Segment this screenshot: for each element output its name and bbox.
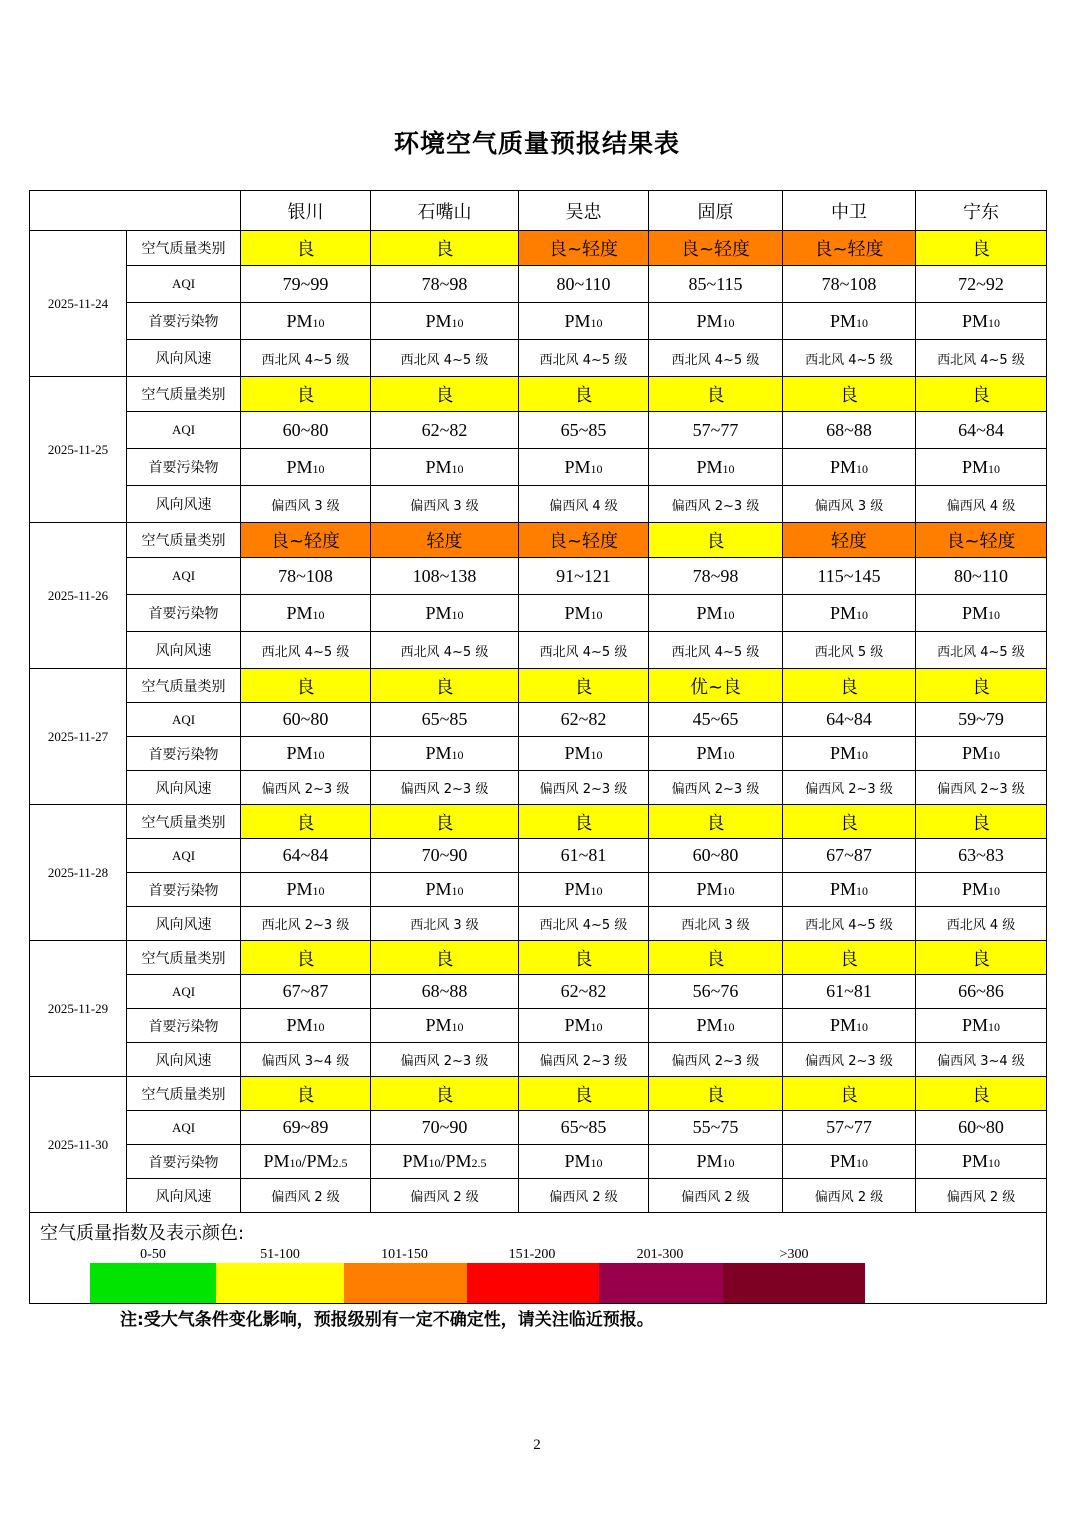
category-cell: 良~轻度 [241, 523, 371, 558]
category-cell: 良 [241, 941, 371, 975]
row-label-category: 空气质量类别 [127, 941, 241, 975]
aqi-cell: 65~85 [371, 703, 519, 737]
pollutant-cell: PM10 [519, 1145, 649, 1179]
category-cell: 良~轻度 [916, 523, 1047, 558]
wind-cell: 偏西风 2~3 级 [649, 1043, 783, 1077]
pollutant-cell: PM10 [916, 873, 1047, 907]
city-header: 石嘴山 [371, 191, 519, 231]
table-row-aqi [30, 975, 1047, 1009]
aqi-color-legend [30, 1213, 1047, 1304]
category-cell: 良 [371, 941, 519, 975]
wind-cell: 偏西风 2 级 [783, 1179, 916, 1213]
wind-cell: 西北风 4 级 [916, 907, 1047, 941]
category-cell: 良 [916, 377, 1047, 412]
category-cell: 轻度 [371, 523, 519, 558]
date-cell: 2025-11-27 [30, 669, 127, 805]
legend-row [30, 1213, 1047, 1304]
table-row-wind [30, 632, 1047, 669]
header-row [30, 191, 1047, 231]
row-label-wind: 风向风速 [127, 907, 241, 941]
pollutant-cell: PM10 [783, 449, 916, 486]
wind-cell: 偏西风 3 级 [371, 486, 519, 523]
row-label-aqi: AQI [127, 412, 241, 449]
aqi-cell: 72~92 [916, 266, 1047, 303]
table-row-aqi [30, 412, 1047, 449]
wind-cell: 偏西风 2~3 级 [916, 771, 1047, 805]
legend-range-label: >300 [779, 1247, 809, 1262]
pollutant-cell: PM10 [916, 1145, 1047, 1179]
table-row-wind [30, 486, 1047, 523]
wind-cell: 偏西风 2~3 级 [783, 771, 916, 805]
category-cell: 良 [783, 805, 916, 839]
aqi-cell: 61~81 [519, 839, 649, 873]
table-row-aqi [30, 839, 1047, 873]
wind-cell: 偏西风 4 级 [519, 486, 649, 523]
aqi-cell: 62~82 [519, 703, 649, 737]
wind-cell: 偏西风 2~3 级 [519, 1043, 649, 1077]
wind-cell: 偏西风 3~4 级 [241, 1043, 371, 1077]
pollutant-cell: PM10 [783, 1009, 916, 1043]
wind-cell: 偏西风 2 级 [649, 1179, 783, 1213]
row-label-category: 空气质量类别 [127, 1077, 241, 1111]
aqi-cell: 64~84 [783, 703, 916, 737]
aqi-cell: 65~85 [519, 1111, 649, 1145]
wind-cell: 西北风 2~3 级 [241, 907, 371, 941]
forecast-table [29, 190, 1047, 1304]
table-row-aqi [30, 1111, 1047, 1145]
category-cell: 良 [241, 669, 371, 703]
legend-range-label: 201-300 [636, 1247, 684, 1262]
aqi-cell: 67~87 [241, 975, 371, 1009]
table-row-wind [30, 771, 1047, 805]
category-cell: 良 [371, 231, 519, 266]
wind-cell: 偏西风 4 级 [916, 486, 1047, 523]
aqi-cell: 91~121 [519, 558, 649, 595]
category-cell: 良 [916, 941, 1047, 975]
row-label-pollutant: 首要污染物 [127, 449, 241, 486]
pollutant-cell: PM10 [371, 737, 519, 771]
aqi-cell: 79~99 [241, 266, 371, 303]
pollutant-cell: PM10 [519, 737, 649, 771]
legend-color-swatch [467, 1263, 599, 1303]
city-header: 银川 [241, 191, 371, 231]
category-cell: 良 [649, 1077, 783, 1111]
row-label-pollutant: 首要污染物 [127, 873, 241, 907]
table-row-pollutant [30, 873, 1047, 907]
row-label-pollutant: 首要污染物 [127, 595, 241, 632]
wind-cell: 西北风 4~5 级 [519, 340, 649, 377]
wind-cell: 西北风 4~5 级 [649, 340, 783, 377]
legend-color-swatch [90, 1263, 216, 1303]
table-row-category [30, 1077, 1047, 1111]
category-cell: 良 [916, 1077, 1047, 1111]
table-row-pollutant [30, 737, 1047, 771]
pollutant-cell: PM10 [519, 595, 649, 632]
aqi-cell: 57~77 [649, 412, 783, 449]
table-row-category [30, 941, 1047, 975]
table-row-wind [30, 1043, 1047, 1077]
pollutant-cell: PM10 [241, 873, 371, 907]
wind-cell: 西北风 4~5 级 [371, 340, 519, 377]
aqi-cell: 55~75 [649, 1111, 783, 1145]
category-cell: 良 [916, 669, 1047, 703]
category-cell: 良 [241, 231, 371, 266]
table-row-wind [30, 907, 1047, 941]
category-cell: 良 [649, 377, 783, 412]
aqi-cell: 78~108 [241, 558, 371, 595]
category-cell: 良 [649, 941, 783, 975]
row-label-aqi: AQI [127, 1111, 241, 1145]
pollutant-cell: PM10 [783, 1145, 916, 1179]
category-cell: 良~轻度 [649, 231, 783, 266]
wind-cell: 西北风 4~5 级 [241, 340, 371, 377]
pollutant-cell: PM10 [916, 1009, 1047, 1043]
category-cell: 良 [519, 669, 649, 703]
page-title: 环境空气质量预报结果表 [393, 129, 680, 158]
wind-cell: 西北风 4~5 级 [916, 632, 1047, 669]
wind-cell: 偏西风 2~3 级 [519, 771, 649, 805]
legend-color-swatch [599, 1263, 723, 1303]
category-cell: 良 [241, 377, 371, 412]
aqi-cell: 60~80 [241, 703, 371, 737]
wind-cell: 偏西风 2~3 级 [371, 771, 519, 805]
pollutant-cell: PM10 [916, 595, 1047, 632]
aqi-cell: 66~86 [916, 975, 1047, 1009]
wind-cell: 偏西风 2~3 级 [649, 771, 783, 805]
pollutant-cell: PM10 [783, 303, 916, 340]
table-row-wind [30, 340, 1047, 377]
category-cell: 良 [519, 377, 649, 412]
aqi-cell: 63~83 [916, 839, 1047, 873]
city-header: 固原 [649, 191, 783, 231]
aqi-cell: 69~89 [241, 1111, 371, 1145]
pollutant-cell: PM10 [649, 873, 783, 907]
aqi-cell: 78~108 [783, 266, 916, 303]
row-label-pollutant: 首要污染物 [127, 303, 241, 340]
pollutant-cell: PM10 [371, 303, 519, 340]
pollutant-cell: PM10 [916, 303, 1047, 340]
table-row-aqi [30, 703, 1047, 737]
wind-cell: 西北风 4~5 级 [783, 340, 916, 377]
pollutant-cell: PM10 [783, 595, 916, 632]
pollutant-cell: PM10 [371, 873, 519, 907]
row-label-wind: 风向风速 [127, 771, 241, 805]
row-label-category: 空气质量类别 [127, 523, 241, 558]
row-label-wind: 风向风速 [127, 340, 241, 377]
row-label-category: 空气质量类别 [127, 377, 241, 412]
date-cell: 2025-11-24 [30, 231, 127, 377]
table-row-pollutant [30, 303, 1047, 340]
pollutant-cell: PM10 [649, 595, 783, 632]
category-cell: 良 [783, 669, 916, 703]
table-row-aqi [30, 558, 1047, 595]
wind-cell: 西北风 4~5 级 [649, 632, 783, 669]
date-cell: 2025-11-25 [30, 377, 127, 523]
aqi-cell: 45~65 [649, 703, 783, 737]
pollutant-cell: PM10 [783, 737, 916, 771]
category-cell: 良 [649, 805, 783, 839]
wind-cell: 偏西风 3~4 级 [916, 1043, 1047, 1077]
pollutant-cell: PM10 [649, 1145, 783, 1179]
wind-cell: 偏西风 3 级 [241, 486, 371, 523]
wind-cell: 偏西风 2~3 级 [783, 1043, 916, 1077]
aqi-cell: 85~115 [649, 266, 783, 303]
aqi-cell: 57~77 [783, 1111, 916, 1145]
table-row-category [30, 231, 1047, 266]
aqi-cell: 60~80 [916, 1111, 1047, 1145]
category-cell: 良 [649, 523, 783, 558]
table-row-pollutant [30, 1145, 1047, 1179]
aqi-cell: 62~82 [519, 975, 649, 1009]
pollutant-cell: PM10 [519, 873, 649, 907]
row-label-wind: 风向风速 [127, 1043, 241, 1077]
wind-cell: 西北风 4~5 级 [916, 340, 1047, 377]
row-label-category: 空气质量类别 [127, 805, 241, 839]
pollutant-cell: PM10 [649, 449, 783, 486]
aqi-cell: 70~90 [371, 1111, 519, 1145]
pollutant-cell: PM10 [783, 873, 916, 907]
wind-cell: 西北风 4~5 级 [519, 907, 649, 941]
wind-cell: 西北风 4~5 级 [371, 632, 519, 669]
category-cell: 良 [783, 941, 916, 975]
wind-cell: 西北风 3 级 [649, 907, 783, 941]
row-label-wind: 风向风速 [127, 486, 241, 523]
legend-color-swatch [216, 1263, 344, 1303]
table-row-category [30, 669, 1047, 703]
row-label-pollutant: 首要污染物 [127, 1145, 241, 1179]
legend-range-label: 101-150 [381, 1247, 428, 1262]
category-cell: 良 [371, 1077, 519, 1111]
pollutant-cell: PM10 [916, 737, 1047, 771]
legend-range-label: 0-50 [140, 1247, 166, 1262]
category-cell: 良 [916, 805, 1047, 839]
category-cell: 良 [371, 377, 519, 412]
date-cell: 2025-11-29 [30, 941, 127, 1077]
city-header: 中卫 [783, 191, 916, 231]
wind-cell: 偏西风 2 级 [241, 1179, 371, 1213]
pollutant-cell: PM10 [649, 737, 783, 771]
pollutant-cell: PM10 [371, 1009, 519, 1043]
table-row-wind [30, 1179, 1047, 1213]
wind-cell: 偏西风 2~3 级 [649, 486, 783, 523]
category-cell: 良~轻度 [519, 523, 649, 558]
aqi-cell: 64~84 [241, 839, 371, 873]
aqi-cell: 62~82 [371, 412, 519, 449]
aqi-cell: 108~138 [371, 558, 519, 595]
table-row-category [30, 805, 1047, 839]
aqi-cell: 78~98 [371, 266, 519, 303]
pollutant-cell: PM10 [519, 449, 649, 486]
row-label-aqi: AQI [127, 558, 241, 595]
category-cell: 良 [519, 941, 649, 975]
pollutant-cell: PM10 [241, 737, 371, 771]
aqi-cell: 61~81 [783, 975, 916, 1009]
row-label-wind: 风向风速 [127, 632, 241, 669]
forecast-note: 注:受大气条件变化影响，预报级别有一定不确定性，请关注临近预报。 [120, 1310, 654, 1330]
row-label-wind: 风向风速 [127, 1179, 241, 1213]
aqi-cell: 60~80 [241, 412, 371, 449]
row-label-category: 空气质量类别 [127, 669, 241, 703]
aqi-cell: 78~98 [649, 558, 783, 595]
category-cell: 良 [519, 1077, 649, 1111]
row-label-aqi: AQI [127, 839, 241, 873]
wind-cell: 偏西风 2~3 级 [241, 771, 371, 805]
category-cell: 良~轻度 [519, 231, 649, 266]
table-row-pollutant [30, 449, 1047, 486]
wind-cell: 偏西风 2 级 [371, 1179, 519, 1213]
legend-range-label: 51-100 [260, 1247, 300, 1262]
wind-cell: 偏西风 2 级 [916, 1179, 1047, 1213]
aqi-cell: 67~87 [783, 839, 916, 873]
aqi-cell: 70~90 [371, 839, 519, 873]
row-label-aqi: AQI [127, 703, 241, 737]
aqi-cell: 56~76 [649, 975, 783, 1009]
pollutant-cell: PM10 [371, 449, 519, 486]
aqi-cell: 68~88 [371, 975, 519, 1009]
wind-cell: 西北风 4~5 级 [519, 632, 649, 669]
aqi-cell: 65~85 [519, 412, 649, 449]
pollutant-cell: PM10 [649, 303, 783, 340]
row-label-aqi: AQI [127, 266, 241, 303]
category-cell: 轻度 [783, 523, 916, 558]
pollutant-cell: PM10 [519, 1009, 649, 1043]
city-header: 宁东 [916, 191, 1047, 231]
corner-cell [30, 191, 241, 231]
pollutant-cell: PM10 [241, 595, 371, 632]
wind-cell: 西北风 3 级 [371, 907, 519, 941]
table-row-pollutant [30, 595, 1047, 632]
row-label-pollutant: 首要污染物 [127, 737, 241, 771]
legend-range-label: 151-200 [508, 1247, 556, 1262]
table-row-category [30, 377, 1047, 412]
wind-cell: 西北风 4~5 级 [241, 632, 371, 669]
table-row-category [30, 523, 1047, 558]
pollutant-cell: PM10 [916, 449, 1047, 486]
legend-color-swatch [723, 1263, 865, 1303]
category-cell: 良 [241, 1077, 371, 1111]
page-number: 2 [533, 1437, 541, 1453]
wind-cell: 偏西风 2 级 [519, 1179, 649, 1213]
category-cell: 良 [783, 377, 916, 412]
date-cell: 2025-11-26 [30, 523, 127, 669]
aqi-cell: 64~84 [916, 412, 1047, 449]
pollutant-cell: PM10 [649, 1009, 783, 1043]
pollutant-cell: PM10/PM2.5 [241, 1145, 371, 1179]
aqi-cell: 60~80 [649, 839, 783, 873]
pollutant-cell: PM10 [371, 595, 519, 632]
category-cell: 良 [916, 231, 1047, 266]
wind-cell: 西北风 4~5 级 [783, 907, 916, 941]
aqi-cell: 115~145 [783, 558, 916, 595]
category-cell: 优~良 [649, 669, 783, 703]
aqi-cell: 59~79 [916, 703, 1047, 737]
pollutant-cell: PM10 [241, 1009, 371, 1043]
category-cell: 良 [371, 669, 519, 703]
table-row-aqi [30, 266, 1047, 303]
aqi-cell: 68~88 [783, 412, 916, 449]
aqi-cell: 80~110 [519, 266, 649, 303]
category-cell: 良 [519, 805, 649, 839]
legend-color-swatch [344, 1263, 467, 1303]
pollutant-cell: PM10/PM2.5 [371, 1145, 519, 1179]
city-header: 吴忠 [519, 191, 649, 231]
legend-title: 空气质量指数及表示颜色: [40, 1223, 245, 1244]
wind-cell: 偏西风 3 级 [783, 486, 916, 523]
pollutant-cell: PM10 [519, 303, 649, 340]
date-cell: 2025-11-28 [30, 805, 127, 941]
row-label-pollutant: 首要污染物 [127, 1009, 241, 1043]
table-row-pollutant [30, 1009, 1047, 1043]
category-cell: 良 [241, 805, 371, 839]
date-cell: 2025-11-30 [30, 1077, 127, 1213]
row-label-aqi: AQI [127, 975, 241, 1009]
pollutant-cell: PM10 [241, 449, 371, 486]
category-cell: 良~轻度 [783, 231, 916, 266]
wind-cell: 偏西风 2~3 级 [371, 1043, 519, 1077]
row-label-category: 空气质量类别 [127, 231, 241, 266]
category-cell: 良 [783, 1077, 916, 1111]
aqi-cell: 80~110 [916, 558, 1047, 595]
wind-cell: 西北风 5 级 [783, 632, 916, 669]
category-cell: 良 [371, 805, 519, 839]
pollutant-cell: PM10 [241, 303, 371, 340]
